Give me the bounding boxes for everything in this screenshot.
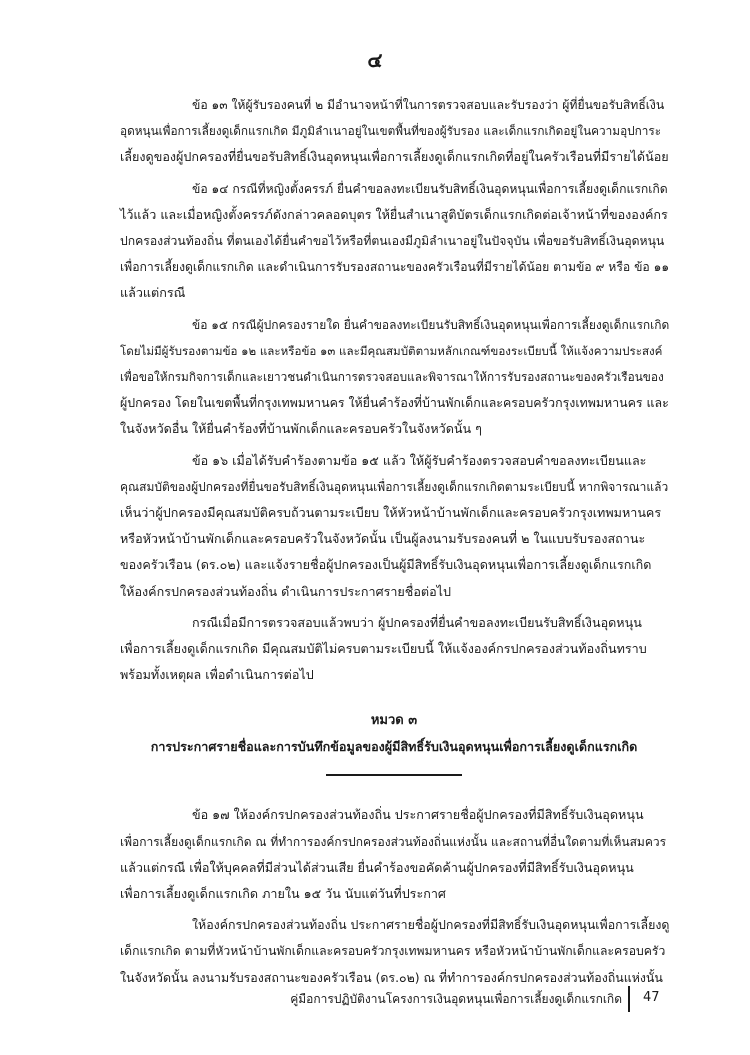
paragraph-line: เพื่อการเลี้ยงดูเด็กแรกเกิด มีคุณสมบัติไม่ครบตามระเบียบนี้ ให้แจ้งองค์กรปกครองส่วนท้องถิ่นทราบ	[120, 641, 647, 657]
paragraph-line: เพื่อการเลี้ยงดูเด็กแรกเกิด ภายใน ๑๕ วัน นับแต่วันที่ประกาศ	[120, 886, 446, 902]
paragraph-line: พร้อมทั้งเหตุผล เพื่อดำเนินการต่อไป	[120, 667, 314, 683]
paragraph	[120, 610, 668, 689]
paragraph-line: แล้วแต่กรณี	[120, 285, 186, 301]
page-number-thai: ๔	[367, 48, 383, 72]
paragraph-line: อุดหนุนเพื่อการเลี้ยงดูเด็กแรกเกิด มีภูมิลำเนาอยู่ในเขตพื้นที่ของผู้รับรอง และเด็กแรกเกิดอยู่ในความอุปการะ	[120, 124, 662, 139]
footer-divider	[628, 986, 630, 1012]
paragraph-line: ในจังหวัดอื่น ให้ยื่นคำร้องที่บ้านพักเด็กและครอบครัวในจังหวัดนั้น ๆ	[120, 421, 482, 437]
paragraph-line: กรณีเมื่อมีการตรวจสอบแล้วพบว่า ผู้ปกครองที่ยื่นคำขอลงทะเบียนรับสิทธิ์เงินอุดหนุน	[192, 614, 642, 630]
paragraph-line: ในจังหวัดนั้น ลงนามรับรองสถานะของครัวเรือน (ดร.๐๒) ณ ที่ทำการองค์กรปกครองส่วนท้องถิ่นแห่งนั้น	[120, 969, 663, 985]
paragraph-line: หรือหัวหน้าบ้านพักเด็กและครอบครัวในจังหวัดนั้น เป็นผู้ลงนามรับรองคนที่ ๒ ในแบบรับรองสถานะ	[120, 531, 646, 547]
paragraph	[120, 912, 668, 991]
paragraph	[120, 92, 668, 171]
paragraph-line: ข้อ ๑๗ ให้องค์กรปกครองส่วนท้องถิ่น ประกาศรายชื่อผู้ปกครองที่มีสิทธิ์รับเงินอุดหนุน	[192, 807, 644, 823]
paragraph-line: เพื่อการเลี้ยงดูเด็กแรกเกิด ณ ที่ทำการองค์กรปกครองส่วนท้องถิ่นแห่งนั้น และสถานที่อื่นใดตามที่เห็นสมควร	[120, 834, 667, 849]
paragraph-line: ปกครองส่วนท้องถิ่น ที่ตนเองได้ยื่นคำขอไว้หรือที่ตนเองมีภูมิลำเนาอยู่ในปัจจุบัน เพื่อขอรับสิทธิ์เงินอุดหนุน	[120, 234, 665, 249]
paragraph-line: เห็นว่าผู้ปกครองมีคุณสมบัติครบถ้วนตามระเบียบ ให้หัวหน้าบ้านพักเด็กและครอบครัวกรุงเทพมหานคร	[120, 505, 662, 521]
paragraph-line: ข้อ ๑๖ เมื่อได้รับคำร้องตามข้อ ๑๕ แล้ว ให้ผู้รับคำร้องตรวจสอบคำขอลงทะเบียนและ	[192, 452, 647, 468]
page-footer	[0, 986, 750, 1012]
paragraph-line: แล้วแต่กรณี เพื่อให้บุคคลที่มีส่วนได้ส่วนเสีย ยื่นคำร้องขอคัดค้านผู้ปกครองที่มีสิทธิ์รับเงินอุดหนุน	[120, 859, 634, 875]
paragraph-line: ข้อ ๑๔ กรณีที่หญิงตั้งครรภ์ ยื่นคำขอลงทะเบียนรับสิทธิ์เงินอุดหนุนเพื่อการเลี้ยงดูเด็กแรกเกิด	[192, 181, 668, 196]
paragraph-line: ให้องค์กรปกครองส่วนท้องถิ่น ประกาศรายชื่อผู้ปกครองที่มีสิทธิ์รับเงินอุดหนุนเพื่อการเลี้ยงดู	[192, 917, 670, 933]
paragraph-line: ข้อ ๑๕ กรณีผู้ปกครองรายใด ยื่นคำขอลงทะเบียนรับสิทธิ์เงินอุดหนุนเพื่อการเลี้ยงดูเด็กแรกเกิด	[192, 317, 670, 332]
paragraph	[120, 448, 668, 605]
footer-page-number: 47	[643, 990, 660, 1005]
paragraph-line: เด็กแรกเกิด ตามที่หัวหน้าบ้านพักเด็กและครอบครัวกรุงเทพมหานคร หรือหัวหน้าบ้านพักเด็กและครอบครัว	[120, 944, 666, 959]
paragraph-line: คุณสมบัติของผู้ปกครองที่ยื่นขอรับสิทธิ์เงินอุดหนุนเพื่อการเลี้ยงดูเด็กแรกเกิดตามระเบียบนี้ หากพิจารณาแล้ว	[120, 479, 669, 494]
paragraph	[120, 176, 668, 307]
paragraph-line: เพื่อขอให้กรมกิจการเด็กและเยาวชนดำเนินการตรวจสอบและพิจารณาให้การรับรองสถานะของครัวเรือนของ	[120, 370, 664, 385]
paragraph	[120, 312, 668, 443]
paragraph	[120, 802, 668, 907]
paragraph-line: เพื่อการเลี้ยงดูเด็กแรกเกิด และดำเนินการรับรองสถานะของครัวเรือนที่มีรายได้น้อย ตามข้อ ๙ หรือ ข้อ ๑๑	[120, 260, 670, 275]
chapter-title: การประกาศรายชื่อและการบันทึกข้อมูลของผู้มีสิทธิ์รับเงินอุดหนุนเพื่อการเลี้ยงดูเด็กแรกเกิด	[150, 739, 638, 755]
document-body	[120, 92, 668, 996]
paragraph-line: ของครัวเรือน (ดร.๐๒) และแจ้งรายชื่อผู้ปกครองเป็นผู้มีสิทธิ์รับเงินอุดหนุนเพื่อการเลี้ยงดูเด็กแรกเกิด	[120, 557, 652, 573]
paragraph-line: ไว้แล้ว และเมื่อหญิงตั้งครรภ์ดังกล่าวคลอดบุตร ให้ยื่นสำเนาสูติบัตรเด็กแรกเกิดต่อเจ้าหน้าที่ขององค์กร	[120, 206, 668, 222]
chapter-divider	[326, 774, 462, 776]
section-after-chapter	[120, 802, 668, 990]
section-before-chapter	[120, 92, 668, 688]
paragraph-line: ข้อ ๑๓ ให้ผู้รับรองคนที่ ๒ มีอำนาจหน้าที่ในการตรวจสอบและรับรองว่า ผู้ที่ยื่นขอรับสิทธิ์เงิน	[192, 98, 665, 112]
paragraph-line: ให้องค์กรปกครองส่วนท้องถิ่น ดำเนินการประกาศรายชื่อต่อไป	[120, 583, 451, 599]
footer-title: คู่มือการปฏิบัติงานโครงการเงินอุดหนุนเพื่อการเลี้ยงดูเด็กแรกเกิด	[290, 992, 622, 1006]
paragraph-line: โดยไม่มีผู้รับรองตามข้อ ๑๒ และหรือข้อ ๑๓ และมีคุณสมบัติตามหลักเกณฑ์ของระเบียบนี้ ให้แจ้งความประสงค์	[120, 343, 663, 358]
chapter-heading: หมวด ๓	[370, 713, 418, 729]
paragraph-line: เลี้ยงดูของผู้ปกครองที่ยื่นขอรับสิทธิ์เงินอุดหนุนเพื่อการเลี้ยงดูเด็กแรกเกิดที่อยู่ในครัวเรือนที่มีรายได้น้อย	[120, 149, 669, 165]
paragraph-line: ผู้ปกครอง โดยในเขตพื้นที่กรุงเทพมหานคร ให้ยื่นคำร้องที่บ้านพักเด็กและครอบครัวกรุงเทพมหานคร และ	[120, 395, 669, 411]
